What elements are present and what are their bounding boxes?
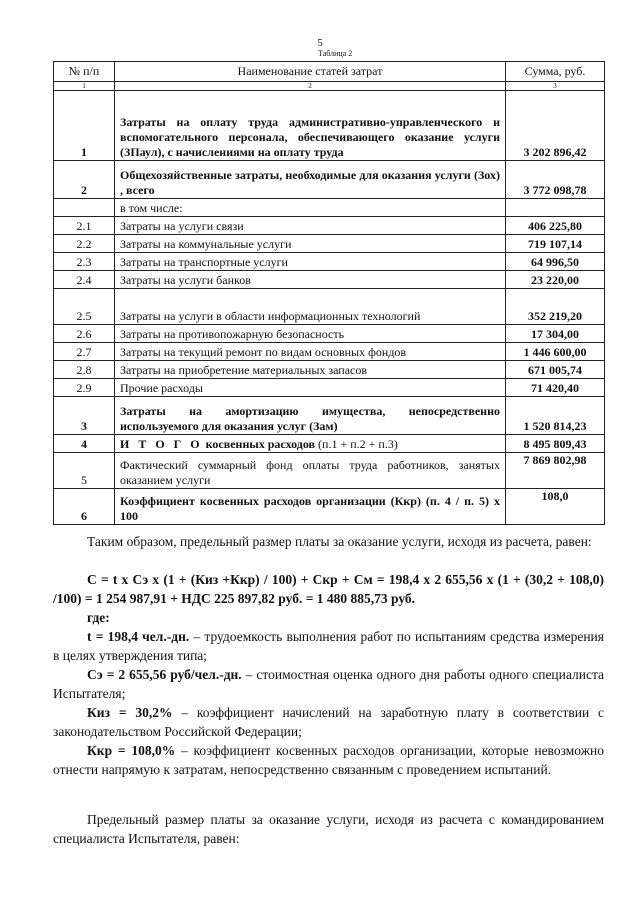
row-number: 2.1	[54, 217, 115, 235]
row-sum: 17 304,00	[506, 325, 605, 343]
row-number: 2	[54, 161, 115, 199]
cost-table	[53, 61, 605, 525]
row-sum: 406 225,80	[506, 217, 605, 235]
row-name: Затраты на приобретение материальных запасов	[115, 361, 506, 379]
index-3: 3	[506, 82, 605, 91]
row-number: 2.9	[54, 379, 115, 397]
t-text: – трудоемкость выполнения работ по испытаниям средства измерения в целях утверждения типа;	[53, 629, 604, 663]
row-number: 2.4	[54, 271, 115, 289]
row-name: Затраты на противопожарную безопасность	[115, 325, 506, 343]
row-number: 2.7	[54, 343, 115, 361]
row-name: Затраты на услуги банков	[115, 271, 506, 289]
row-name: Затраты на транспортные услуги	[115, 253, 506, 271]
table-caption: Таблица 2	[318, 49, 353, 58]
kkr-label: Ккр = 108,0%	[87, 743, 176, 758]
ce-text: – стоимостная оценка одного дня работы одного специалиста Испытателя;	[53, 667, 605, 701]
definition-kiz	[53, 703, 604, 741]
row-number: 4	[54, 435, 115, 453]
row-sum: 7 869 802,98	[506, 453, 605, 489]
definition-kkr	[53, 741, 604, 779]
row-sum: 1 520 814,23	[506, 397, 605, 435]
table-row	[54, 289, 605, 325]
table-header-row	[54, 62, 605, 82]
row-sum: 8 495 809,43	[506, 435, 605, 453]
kiz-text: – коэффициент начислений на заработную плату в соответствии с законодательством Российской Федерации;	[53, 705, 605, 739]
row-sum: 64 996,50	[506, 253, 605, 271]
table-row	[54, 161, 605, 199]
row-name: Прочие расходы	[115, 379, 506, 397]
total-label-detail: косвенных расходов	[205, 437, 316, 451]
row-name: Затраты на услуги в области информационных технологий	[115, 289, 506, 325]
table-row	[54, 235, 605, 253]
row-number: 1	[54, 91, 115, 161]
row-sum	[506, 199, 605, 217]
paragraph-travel: Предельный размер платы за оказание услуги, исходя из расчета с командированием специалиста Испытателя, равен:	[53, 812, 604, 846]
row-number: 6	[54, 489, 115, 525]
table-row	[54, 361, 605, 379]
total-formula: (п.1 + п.2 + п.3)	[318, 437, 398, 451]
row-sum: 671 005,74	[506, 361, 605, 379]
table-row	[54, 343, 605, 361]
row-name: Общехозяйственные затраты, необходимые для оказания услуги (Зох) , всего	[115, 161, 506, 199]
row-sum: 108,0	[506, 489, 605, 525]
row-number: 2.2	[54, 235, 115, 253]
row-sum: 352 219,20	[506, 289, 605, 325]
index-2: 2	[115, 82, 506, 91]
row-name: Затраты на оплату труда административно-управленческого и вспомогательного персонала, обеспечивающего оказание услуги (ЗПаул), с начислениями на оплату труда	[115, 91, 506, 161]
header-no: № п/п	[54, 62, 115, 82]
total-label: И Т О Г О	[120, 437, 203, 451]
page-number: 5	[317, 37, 323, 49]
ce-label: Сэ = 2 655,56 руб/чел.-дн.	[87, 667, 242, 682]
row-sum: 3 772 098,78	[506, 161, 605, 199]
row-number: 5	[54, 453, 115, 489]
row-sum: 719 107,14	[506, 235, 605, 253]
table-row	[54, 271, 605, 289]
row-name: Затраты на услуги связи	[115, 217, 506, 235]
index-1: 1	[54, 82, 115, 91]
row-number: 2.8	[54, 361, 115, 379]
table-row	[54, 397, 605, 435]
table-row	[54, 453, 605, 489]
row-name: Затраты на текущий ремонт по видам основных фондов	[115, 343, 506, 361]
definition-ce	[53, 665, 604, 703]
formula: С = t х Сэ х (1 + (Киз +Ккр) / 100) + Скр + См = 198,4 х 2 655,56 х (1 + (30,2 + 108,0) /100) = 1 254 987,91 + НДС 225 897,82 руб. = 1 480 885,73 руб.	[53, 572, 604, 606]
table-row	[54, 91, 605, 161]
row-sum: 3 202 896,42	[506, 91, 605, 161]
row-name: в том числе:	[115, 199, 506, 217]
row-name: Коэффициент косвенных расходов организации (Ккр) (п. 4 / п. 5) х 100	[115, 489, 506, 525]
kiz-label: Киз = 30,2%	[87, 705, 173, 720]
row-name-total	[115, 435, 506, 453]
row-number: 2.5	[54, 289, 115, 325]
row-sum: 71 420,40	[506, 379, 605, 397]
table-row	[54, 253, 605, 271]
row-number: 2.3	[54, 253, 115, 271]
table-row	[54, 217, 605, 235]
table-row	[54, 325, 605, 343]
row-name: Фактический суммарный фонд оплаты труда работников, занятых оказанием услуги	[115, 453, 506, 489]
table-row	[54, 435, 605, 453]
table-index-row	[54, 82, 605, 91]
where-label: где:	[87, 610, 110, 625]
row-name: Затраты на амортизацию имущества, непосредственно используемого для оказания услуг (Зам)	[115, 397, 506, 435]
row-sum: 23 220,00	[506, 271, 605, 289]
row-number: 3	[54, 397, 115, 435]
header-sum: Сумма, руб.	[506, 62, 605, 82]
row-number	[54, 199, 115, 217]
paragraph-intro: Таким образом, предельный размер платы за оказание услуги, исходя из расчета, равен:	[87, 534, 592, 549]
row-sum: 1 446 600,00	[506, 343, 605, 361]
header-name: Наименование статей затрат	[115, 62, 506, 82]
row-number: 2.6	[54, 325, 115, 343]
kkr-text: – коэффициент косвенных расходов организации, которые невозможно отнести напрямую к затратам, непосредственно связанным с проведением испытаний.	[53, 743, 604, 777]
row-name: Затраты на коммунальные услуги	[115, 235, 506, 253]
table-row	[54, 489, 605, 525]
table-row	[54, 199, 605, 217]
definition-t	[53, 627, 604, 665]
t-label: t = 198,4 чел.-дн.	[87, 629, 190, 644]
table-row	[54, 379, 605, 397]
